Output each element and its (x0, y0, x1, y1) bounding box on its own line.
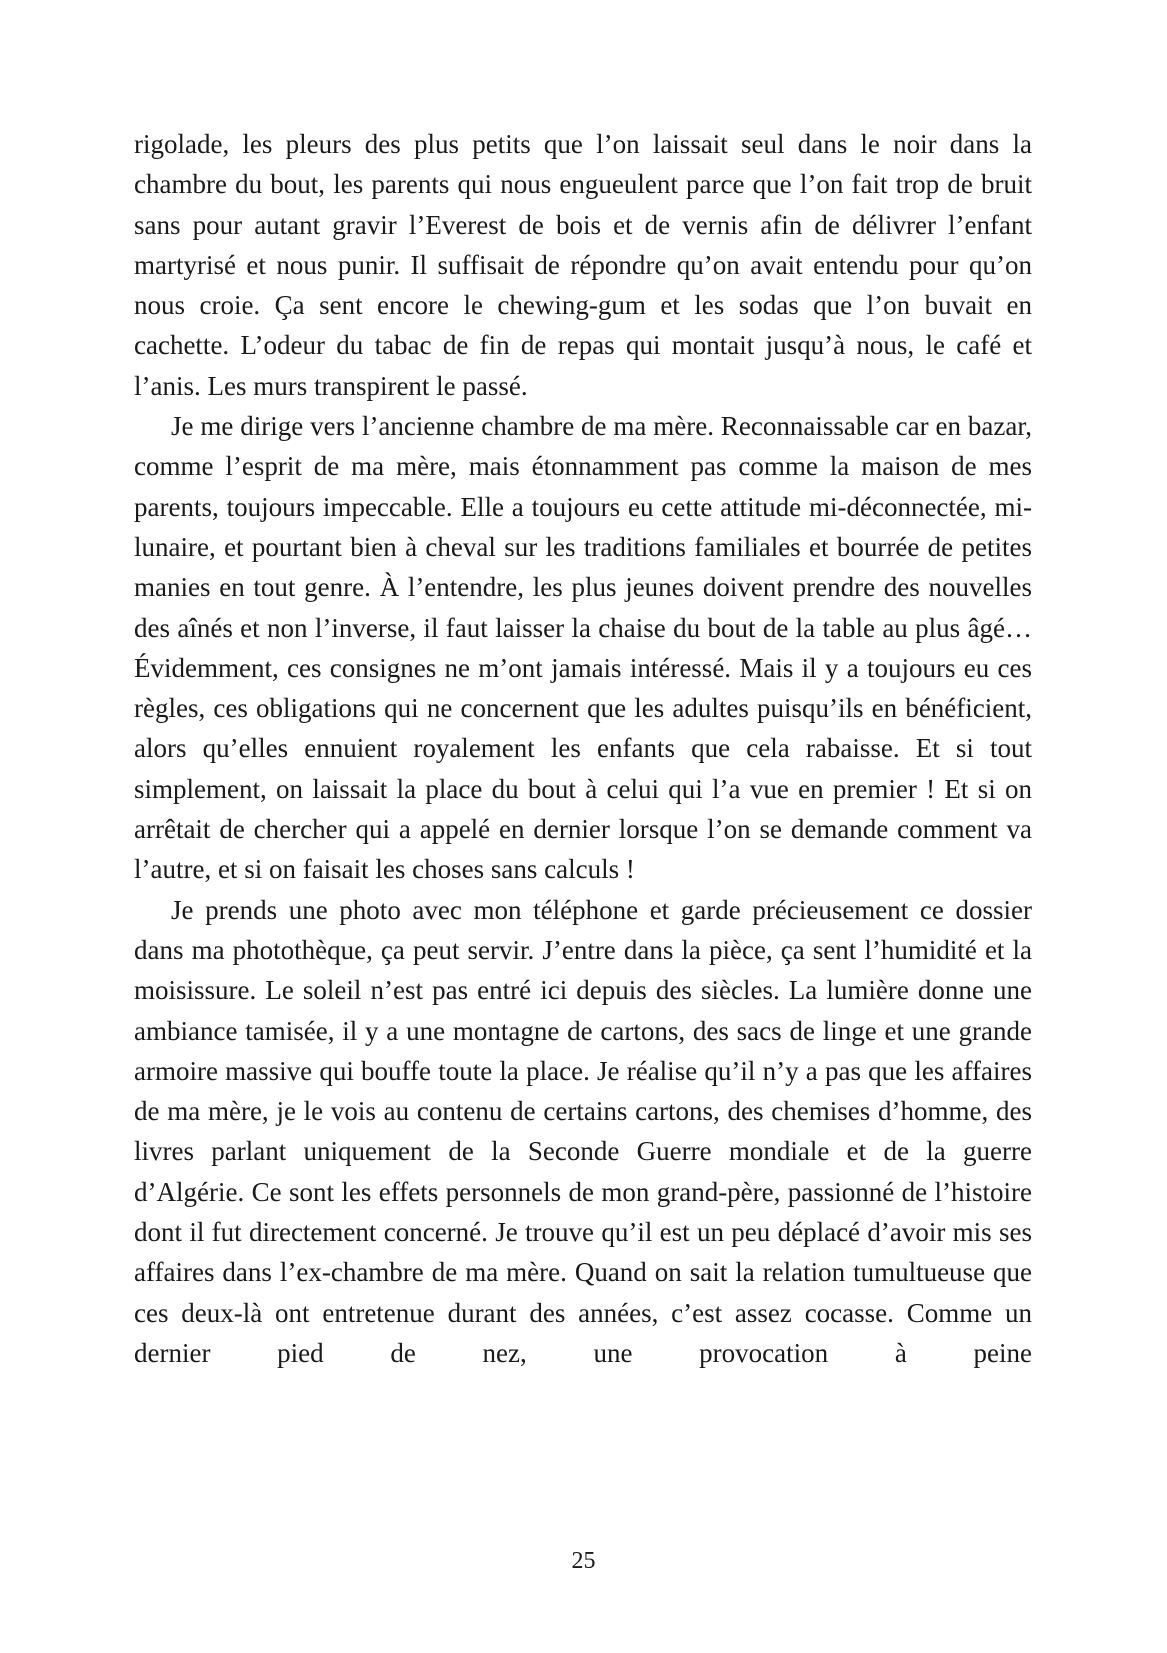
paragraph-3: Je prends une photo avec mon téléphone et garde précieusement ce dossier dans ma photothèque, ça peut servir. J’entre dans la pièce, ça sent l’humidité et la moisissure. Le soleil n’est pas entré ici depuis des siècles. La lumière donne une ambiance tamisée, il y a une montagne de cartons, des sacs de linge et une grande armoire massive qui bouffe toute la place. Je réalise qu’il n’y a pas que les affaires de ma mère, je le vois au contenu de certains cartons, des chemises d’homme, des livres parlant uniquement de la Seconde Guerre mondiale et de la guerre d’Algérie. Ce sont les effets personnels de mon grand-père, passionné de l’histoire dont il fut directement concerné. Je trouve qu’il est un peu déplacé d’avoir mis ses affaires dans l’ex-chambre de ma mère. Quand on sait la relation tumultueuse que ces deux-là ont entretenue durant des années, c’est assez cocasse. Comme un dernier pied de nez, une provocation à peine (134, 894, 1032, 1368)
paragraph-2: Je me dirige vers l’ancienne chambre de ma mère. Reconnaissable car en bazar, comme l’esprit de ma mère, mais étonnamment pas comme la maison de mes parents, toujours impeccable. Elle a toujours eu cette attitude mi-déconnectée, mi-lunaire, et pourtant bien à cheval sur les traditions familiales et bourrée de petites manies en tout genre. À l’entendre, les plus jeunes doivent prendre des nouvelles des aînés et non l’inverse, il faut laisser la chaise du bout de la table au plus âgé… Évidemment, ces consignes ne m’ont jamais intéressé. Mais il y a toujours eu ces règles, ces obligations qui ne concernent que les adultes puisqu’ils en bénéficient, alors qu’elles ennuient royalement les enfants que cela rabaisse. Et si tout simplement, on laissait la place du bout à celui qui l’a vue en premier ! Et si on arrêtait de chercher qui a appelé en dernier lorsque l’on se demande comment va l’autre, et si on faisait les choses sans calculs ! (134, 411, 1032, 885)
paragraph-1: rigolade, les pleurs des plus petits que l’on laissait seul dans le noir dans la chambre du bout, les parents qui nous engueulent parce que l’on fait trop de bruit sans pour autant gravir l’Everest de bois et de vernis afin de délivrer l’enfant martyrisé et nous punir. Il suffisait de répondre qu’on avait entendu pour qu’on nous croie. Ça sent encore le chewing-gum et les sodas que l’on buvait en cachette. L’odeur du tabac de fin de repas qui montait jusqu’à nous, le café et l’anis. Les murs transpirent le passé. (134, 129, 1032, 401)
page-number: 25 (571, 1548, 596, 1574)
body-text (134, 124, 1032, 1373)
